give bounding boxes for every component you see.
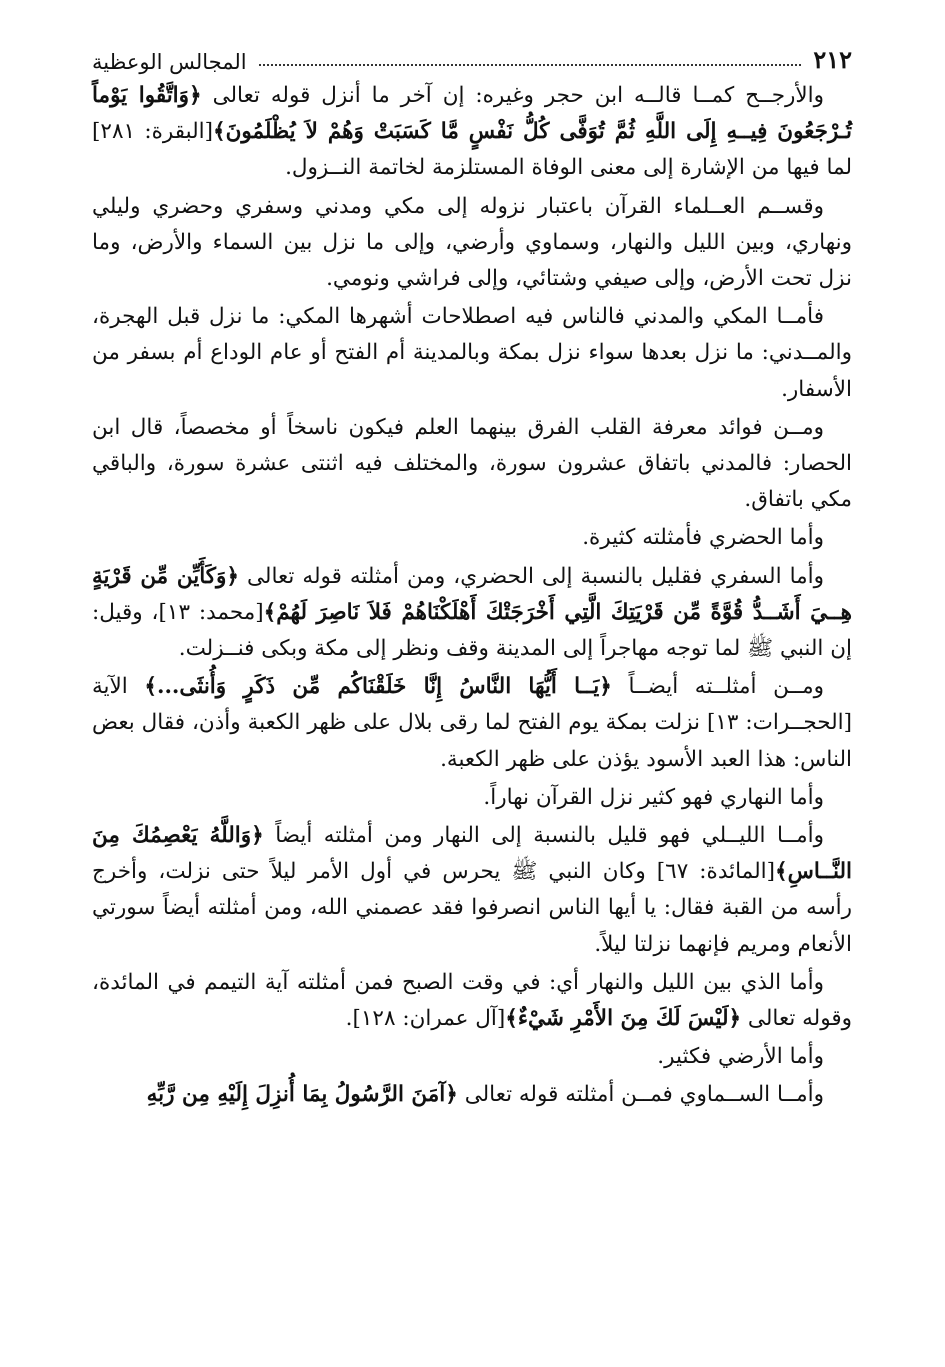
paragraph-6: وأما السفري فقليل بالنسبة إلى الحضري، ومن أمثلته قوله تعالى ﴿وَكَأَيِّن مِّن قَرْيَةٍ هِــيَ أَشَــدُّ قُوَّةً مِّن قَرْيَتِكَ الَّتِي أَخْرَجَتْكَ أَهْلَكْنَاهُمْ فَلاَ نَاصِرَ لَهُمْ﴾[محمد: ١٣]، وقيل: إن النبي ﷺ لما توجه مهاجراً إلى المدينة وقف ونظر إلى مكة وبكى فنــزلت. (92, 563, 852, 662)
quran-verse: ﴿وَاللَّهُ يَعْصِمُكَ مِنَ النَّــاسِ﴾ (92, 823, 852, 885)
running-header (92, 40, 852, 74)
quran-verse: ﴿آمَنَ الرَّسُولُ بِمَا أُنزِلَ إِلَيْهِ مِن رَّبِّهِ (146, 1082, 458, 1108)
paragraph-8: وأما النهاري فهو كثير نزل القرآن نهاراً. (483, 784, 824, 810)
quran-verse: ﴿وَاتَّقُوا يَوْماً تُـرْجَعُونَ فِيــهِ إِلَى اللَّهِ ثُمَّ تُوَفَّى كُلُّ نَفْسٍ مَّا كَسَبَتْ وَهُمْ لاَ يُظْلَمُونَ﴾ (92, 83, 852, 145)
paragraph-7: ومــن أمثلــته أيضــاً ﴿يَــا أَيُّهَا النَّاسُ إِنَّا خَلَقْنَاكُم مِّن ذَكَرٍ وَأُنثَى...﴾ الآية [الحجــرات: ١٣] نزلت بمكة يوم الفتح لما رقى بلال على ظهر الكعبة وأذن، فقال بعض الناس: هذا العبد الأسود يؤذن على ظهر الكعبة. (92, 674, 853, 772)
book-title: المجالس الوعظية (92, 50, 247, 74)
quran-verse: ﴿يَــا أَيُّهَا النَّاسُ إِنَّا خَلَقْنَاكُم مِّن ذَكَرٍ وَأُنثَى...﴾ (144, 674, 612, 700)
paragraph-2: وقســم العــلماء القرآن باعتبار نزوله إلى مكي ومدني وسفري وحضري وليلي ونهاري، وبين الليل والنهار، وسماوي وأرضي، وإلى ما نزل بين السماء والأرض، وما نزل تحت الأرض، وإلى صيفي وشتائي، وإلى فراشي ونومي. (92, 193, 852, 292)
paragraph-9: وأمــا الليــلي فهو قليل بالنسبة إلى النهار ومن أمثلته أيضاً ﴿وَاللَّهُ يَعْصِمُكَ مِنَ النَّــاسِ﴾[المائدة: ٦٧] وكان النبي ﷺ يحرس في أول الأمر ليلاً حتى نزلت، وأخرج رأسه من القبة فقال: يا أيها الناس انصرفوا فقد عصمني الله، ومن أمثلته أيضاً سورتي الأنعام ومريم فإنهما نزلتا ليلاً. (92, 823, 852, 957)
paragraph-11: وأما الأرضي فكثير. (657, 1044, 824, 1070)
paragraph-12: وأمــا الســماوي فمــن أمثلته قوله تعالى ﴿آمَنَ الرَّسُولُ بِمَا أُنزِلَ إِلَيْهِ مِن رَّبِّهِ (146, 1082, 824, 1108)
page-number: ٢١٢ (813, 45, 852, 74)
paragraph-10: وأما الذي بين الليل والنهار أي: في وقت الصبح فمن أمثلته آية التيمم في المائدة، وقوله تعالى ﴿لَيْسَ لَكَ مِنَ الأَمْرِ شَيْءٌ﴾[آل عمران: ١٢٨]. (92, 969, 852, 1032)
book-page (92, 40, 852, 1114)
header-dotted-rule (259, 64, 802, 66)
paragraph-4: ومــن فوائد معرفة القلب الفرق بينهما العلم فيكون ناسخاً أو مخصصاً، قال ابن الحصار: فالمدني باتفاق عشرون سورة، والمختلف فيه اثنتى عشرة سورة، والباقي مكي باتفاق. (92, 414, 852, 513)
quran-verse: ﴿وَكَأَيِّن مِّن قَرْيَةٍ هِــيَ أَشَــدُّ قُوَّةً مِّن قَرْيَتِكَ الَّتِي أَخْرَجَتْكَ أَهْلَكْنَاهُمْ فَلاَ نَاصِرَ لَهُمْ﴾ (92, 563, 852, 625)
quran-verse: ﴿لَيْسَ لَكَ مِنَ الأَمْرِ شَيْءٌ﴾ (505, 1006, 742, 1032)
page-body (92, 78, 852, 1114)
paragraph-3: فأمــا المكي والمدني فالناس فيه اصطلاحات أشهرها المكي: ما نزل قبل الهجرة، والمــدني: ما نزل بعدها سواء نزل بمكة وبالمدينة أم الفتح أو عام الوداع أم بسفر من الأسفار. (92, 304, 852, 402)
paragraph-1: والأرجــح كمــا قالــه ابن حجر وغيره: إن آخر ما أنزل قوله تعالى ﴿وَاتَّقُوا يَوْماً تُـرْجَعُونَ فِيــهِ إِلَى اللَّهِ ثُمَّ تُوَفَّى كُلُّ نَفْسٍ مَّا كَسَبَتْ وَهُمْ لاَ يُظْلَمُونَ﴾[البقرة: ٢٨١] لما فيها من الإشارة إلى معنى الوفاة المستلزمة لخاتمة النــزول. (92, 83, 852, 181)
paragraph-5: وأما الحضري فأمثلته كثيرة. (582, 525, 824, 551)
